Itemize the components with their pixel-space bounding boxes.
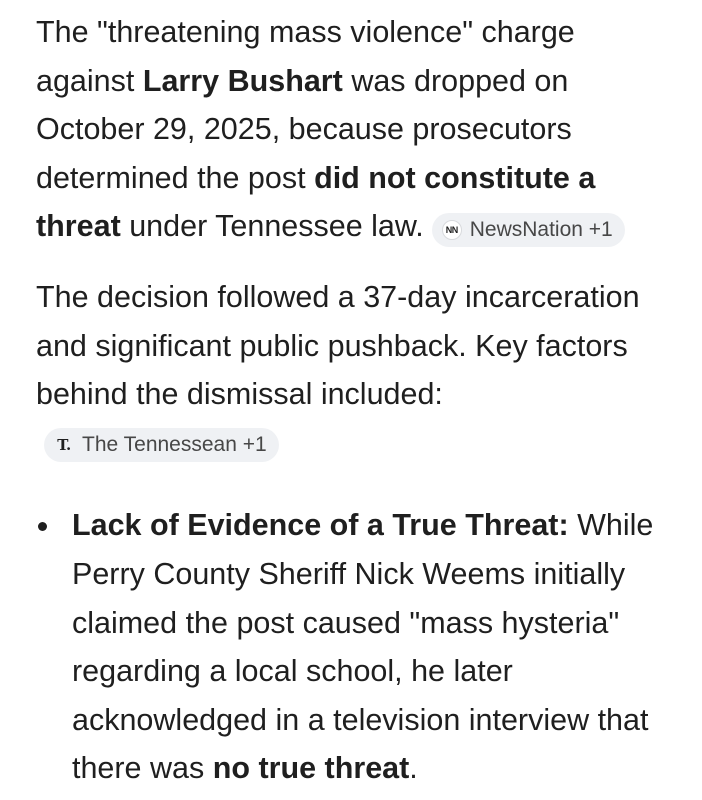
tennessean-logo-icon: T.: [57, 435, 71, 454]
bullet-body: While Perry County Sheriff Nick Weems initially claimed the post caused "mass hysteria" regarding a local school, he later acknowledged in a television interview that there was: [72, 508, 654, 786]
list-item: [36, 501, 678, 793]
paragraph-charge-dropped: [36, 8, 678, 251]
paragraph-text: under Tennessee law.: [120, 209, 424, 244]
newsnation-logo-icon: NN: [442, 220, 462, 240]
bold-phrase: did not constitute a threat: [36, 160, 596, 244]
bullet-dot-icon: [36, 501, 72, 550]
source-chip-newsnation[interactable]: [432, 213, 625, 247]
paragraph-text: The "threatening mass violence" charge against: [36, 15, 575, 98]
list-item-text: [72, 501, 678, 793]
paragraph-text: The decision followed a 37-day incarceration and significant public pushback. Key factors behind the dismissal included:: [36, 279, 640, 412]
source-chip-label: The Tennessean +1: [82, 432, 267, 456]
source-chip-label: NewsNation +1: [469, 218, 613, 242]
bold-phrase: no true threat: [212, 751, 410, 786]
bullet-body-end: .: [409, 751, 418, 786]
paragraph-decision: [36, 273, 678, 467]
source-chip-tennessean[interactable]: [44, 428, 279, 462]
paragraph-text: was dropped on October 29, 2025, because prosecutors determined the post: [36, 63, 572, 195]
factors-list: [36, 501, 678, 793]
bullet-heading: Lack of Evidence of a True Threat:: [72, 508, 569, 543]
bold-name: Larry Bushart: [142, 63, 343, 98]
